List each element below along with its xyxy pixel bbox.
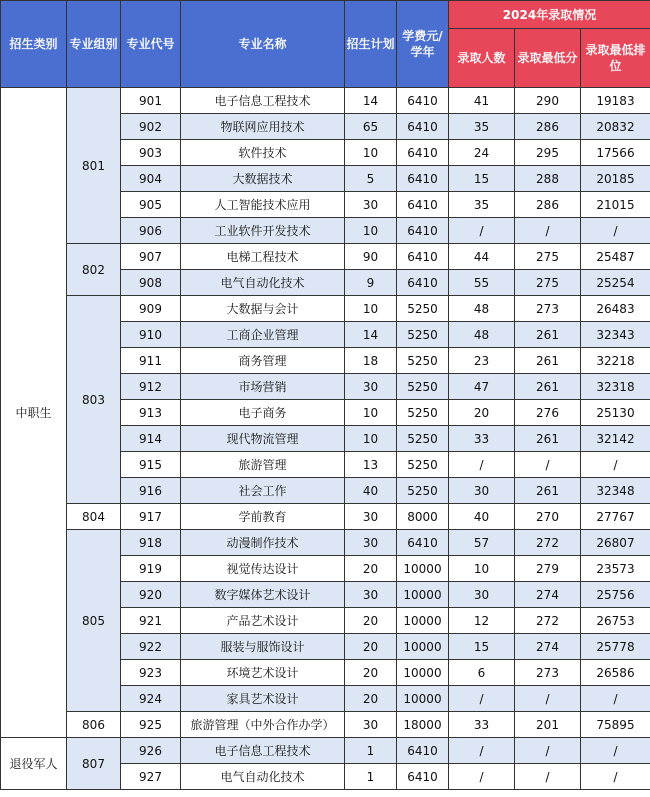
fee-cell: 5250 (397, 296, 449, 322)
header-category: 招生类别 (1, 1, 67, 88)
admitted-cell: / (449, 686, 515, 712)
plan-cell: 65 (345, 114, 397, 140)
code-cell: 909 (121, 296, 181, 322)
header-min-rank: 录取最低排位 (581, 29, 650, 88)
min-score-cell: 286 (515, 114, 581, 140)
admitted-cell: 6 (449, 660, 515, 686)
plan-cell: 10 (345, 400, 397, 426)
fee-cell: 5250 (397, 400, 449, 426)
plan-cell: 20 (345, 608, 397, 634)
name-cell: 电子商务 (181, 400, 345, 426)
fee-cell: 6410 (397, 192, 449, 218)
admitted-cell: 10 (449, 556, 515, 582)
min-score-cell: 286 (515, 192, 581, 218)
group-cell: 806 (67, 712, 121, 738)
table-row (1, 244, 650, 270)
fee-cell: 10000 (397, 660, 449, 686)
admitted-cell: 44 (449, 244, 515, 270)
code-cell: 904 (121, 166, 181, 192)
admitted-cell: 23 (449, 348, 515, 374)
min-score-cell: 201 (515, 712, 581, 738)
code-cell: 920 (121, 582, 181, 608)
table-row (1, 738, 650, 764)
admitted-cell: / (449, 764, 515, 790)
header-admission-title: 2024年录取情况 (449, 1, 650, 29)
fee-cell: 5250 (397, 426, 449, 452)
min-rank-cell: 21015 (581, 192, 650, 218)
table-row (1, 712, 650, 738)
min-rank-cell: 32218 (581, 348, 650, 374)
plan-cell: 10 (345, 296, 397, 322)
table-row (1, 296, 650, 322)
admitted-cell: 55 (449, 270, 515, 296)
admitted-cell: 40 (449, 504, 515, 530)
min-rank-cell: / (581, 452, 650, 478)
min-rank-cell: 26483 (581, 296, 650, 322)
min-rank-cell: 25756 (581, 582, 650, 608)
min-score-cell: 273 (515, 660, 581, 686)
min-rank-cell: 75895 (581, 712, 650, 738)
code-cell: 901 (121, 88, 181, 114)
plan-cell: 5 (345, 166, 397, 192)
code-cell: 905 (121, 192, 181, 218)
admitted-cell: 48 (449, 296, 515, 322)
table-row (1, 504, 650, 530)
header-admitted: 录取人数 (449, 29, 515, 88)
name-cell: 现代物流管理 (181, 426, 345, 452)
fee-cell: 6410 (397, 738, 449, 764)
fee-cell: 6410 (397, 244, 449, 270)
min-rank-cell: 20832 (581, 114, 650, 140)
plan-cell: 9 (345, 270, 397, 296)
fee-cell: 8000 (397, 504, 449, 530)
fee-cell: 5250 (397, 478, 449, 504)
fee-cell: 5250 (397, 452, 449, 478)
group-cell: 804 (67, 504, 121, 530)
min-score-cell: 261 (515, 348, 581, 374)
plan-cell: 18 (345, 348, 397, 374)
header-name: 专业名称 (181, 1, 345, 88)
name-cell: 旅游管理 (181, 452, 345, 478)
plan-cell: 30 (345, 712, 397, 738)
category-cell: 中职生 (1, 88, 67, 738)
min-score-cell: 270 (515, 504, 581, 530)
admitted-cell: 12 (449, 608, 515, 634)
min-rank-cell: 17566 (581, 140, 650, 166)
plan-cell: 20 (345, 634, 397, 660)
min-score-cell: 272 (515, 530, 581, 556)
header-plan: 招生计划 (345, 1, 397, 88)
min-rank-cell: 32318 (581, 374, 650, 400)
code-cell: 902 (121, 114, 181, 140)
min-rank-cell: 25778 (581, 634, 650, 660)
plan-cell: 30 (345, 582, 397, 608)
min-score-cell: 276 (515, 400, 581, 426)
plan-cell: 14 (345, 322, 397, 348)
code-cell: 918 (121, 530, 181, 556)
code-cell: 921 (121, 608, 181, 634)
min-rank-cell: 27767 (581, 504, 650, 530)
header-min-score: 录取最低分 (515, 29, 581, 88)
fee-cell: 18000 (397, 712, 449, 738)
fee-cell: 6410 (397, 88, 449, 114)
admitted-cell: 24 (449, 140, 515, 166)
name-cell: 环境艺术设计 (181, 660, 345, 686)
plan-cell: 30 (345, 504, 397, 530)
code-cell: 911 (121, 348, 181, 374)
min-score-cell: / (515, 738, 581, 764)
min-score-cell: / (515, 452, 581, 478)
group-cell: 807 (67, 738, 121, 790)
code-cell: 914 (121, 426, 181, 452)
min-rank-cell: / (581, 686, 650, 712)
name-cell: 数字媒体艺术设计 (181, 582, 345, 608)
fee-cell: 6410 (397, 218, 449, 244)
table-row (1, 530, 650, 556)
min-score-cell: 261 (515, 478, 581, 504)
admitted-cell: 15 (449, 166, 515, 192)
plan-cell: 40 (345, 478, 397, 504)
name-cell: 工商企业管理 (181, 322, 345, 348)
min-rank-cell: / (581, 218, 650, 244)
group-cell: 802 (67, 244, 121, 296)
fee-cell: 6410 (397, 530, 449, 556)
min-score-cell: 273 (515, 296, 581, 322)
admitted-cell: 48 (449, 322, 515, 348)
fee-cell: 10000 (397, 608, 449, 634)
header-group: 专业组别 (67, 1, 121, 88)
code-cell: 916 (121, 478, 181, 504)
plan-cell: 90 (345, 244, 397, 270)
min-score-cell: 290 (515, 88, 581, 114)
name-cell: 学前教育 (181, 504, 345, 530)
fee-cell: 6410 (397, 270, 449, 296)
name-cell: 软件技术 (181, 140, 345, 166)
name-cell: 家具艺术设计 (181, 686, 345, 712)
fee-cell: 5250 (397, 322, 449, 348)
min-score-cell: 275 (515, 270, 581, 296)
min-rank-cell: 23573 (581, 556, 650, 582)
admitted-cell: 35 (449, 114, 515, 140)
code-cell: 915 (121, 452, 181, 478)
code-cell: 925 (121, 712, 181, 738)
admitted-cell: / (449, 738, 515, 764)
admitted-cell: / (449, 218, 515, 244)
admitted-cell: 33 (449, 426, 515, 452)
admitted-cell: / (449, 452, 515, 478)
name-cell: 人工智能技术应用 (181, 192, 345, 218)
fee-cell: 10000 (397, 686, 449, 712)
min-rank-cell: 20185 (581, 166, 650, 192)
code-cell: 924 (121, 686, 181, 712)
plan-cell: 13 (345, 452, 397, 478)
code-cell: 913 (121, 400, 181, 426)
plan-cell: 10 (345, 426, 397, 452)
min-score-cell: 279 (515, 556, 581, 582)
plan-cell: 1 (345, 738, 397, 764)
fee-cell: 6410 (397, 764, 449, 790)
fee-cell: 6410 (397, 114, 449, 140)
code-cell: 923 (121, 660, 181, 686)
admitted-cell: 41 (449, 88, 515, 114)
name-cell: 大数据技术 (181, 166, 345, 192)
code-cell: 903 (121, 140, 181, 166)
code-cell: 919 (121, 556, 181, 582)
admitted-cell: 30 (449, 478, 515, 504)
header-code: 专业代号 (121, 1, 181, 88)
category-cell: 退役军人 (1, 738, 67, 790)
admitted-cell: 33 (449, 712, 515, 738)
name-cell: 动漫制作技术 (181, 530, 345, 556)
code-cell: 927 (121, 764, 181, 790)
plan-cell: 1 (345, 764, 397, 790)
code-cell: 917 (121, 504, 181, 530)
min-rank-cell: 32343 (581, 322, 650, 348)
plan-cell: 20 (345, 556, 397, 582)
min-score-cell: 261 (515, 322, 581, 348)
name-cell: 服装与服饰设计 (181, 634, 345, 660)
fee-cell: 6410 (397, 166, 449, 192)
code-cell: 906 (121, 218, 181, 244)
plan-cell: 20 (345, 686, 397, 712)
code-cell: 907 (121, 244, 181, 270)
fee-cell: 10000 (397, 556, 449, 582)
admitted-cell: 57 (449, 530, 515, 556)
plan-cell: 10 (345, 140, 397, 166)
table-row (1, 88, 650, 114)
min-rank-cell: 32348 (581, 478, 650, 504)
fee-cell: 10000 (397, 582, 449, 608)
group-cell: 803 (67, 296, 121, 504)
group-cell: 801 (67, 88, 121, 244)
plan-cell: 30 (345, 192, 397, 218)
plan-cell: 30 (345, 530, 397, 556)
fee-cell: 5250 (397, 348, 449, 374)
name-cell: 电气自动化技术 (181, 764, 345, 790)
admitted-cell: 47 (449, 374, 515, 400)
name-cell: 商务管理 (181, 348, 345, 374)
min-rank-cell: / (581, 738, 650, 764)
name-cell: 工业软件开发技术 (181, 218, 345, 244)
min-score-cell: 261 (515, 426, 581, 452)
name-cell: 视觉传达设计 (181, 556, 345, 582)
min-score-cell: / (515, 686, 581, 712)
name-cell: 大数据与会计 (181, 296, 345, 322)
plan-cell: 30 (345, 374, 397, 400)
plan-cell: 14 (345, 88, 397, 114)
fee-cell: 6410 (397, 140, 449, 166)
name-cell: 电气自动化技术 (181, 270, 345, 296)
min-score-cell: / (515, 218, 581, 244)
min-rank-cell: 19183 (581, 88, 650, 114)
min-rank-cell: 26807 (581, 530, 650, 556)
min-score-cell: 275 (515, 244, 581, 270)
code-cell: 908 (121, 270, 181, 296)
min-score-cell: 274 (515, 634, 581, 660)
name-cell: 社会工作 (181, 478, 345, 504)
name-cell: 电子信息工程技术 (181, 738, 345, 764)
fee-cell: 5250 (397, 374, 449, 400)
admitted-cell: 35 (449, 192, 515, 218)
min-score-cell: 272 (515, 608, 581, 634)
plan-cell: 10 (345, 218, 397, 244)
plan-cell: 20 (345, 660, 397, 686)
min-score-cell: 261 (515, 374, 581, 400)
code-cell: 910 (121, 322, 181, 348)
admitted-cell: 15 (449, 634, 515, 660)
admitted-cell: 30 (449, 582, 515, 608)
code-cell: 922 (121, 634, 181, 660)
min-rank-cell: 32142 (581, 426, 650, 452)
admitted-cell: 20 (449, 400, 515, 426)
fee-cell: 10000 (397, 634, 449, 660)
min-score-cell: 288 (515, 166, 581, 192)
min-rank-cell: 25254 (581, 270, 650, 296)
code-cell: 926 (121, 738, 181, 764)
name-cell: 电子信息工程技术 (181, 88, 345, 114)
min-score-cell: 295 (515, 140, 581, 166)
name-cell: 物联网应用技术 (181, 114, 345, 140)
min-score-cell: 274 (515, 582, 581, 608)
min-score-cell: / (515, 764, 581, 790)
min-rank-cell: 25130 (581, 400, 650, 426)
min-rank-cell: 25487 (581, 244, 650, 270)
name-cell: 产品艺术设计 (181, 608, 345, 634)
header-fee: 学费元/学年 (397, 1, 449, 88)
min-rank-cell: 26586 (581, 660, 650, 686)
name-cell: 电梯工程技术 (181, 244, 345, 270)
min-rank-cell: 26753 (581, 608, 650, 634)
group-cell: 805 (67, 530, 121, 712)
name-cell: 旅游管理（中外合作办学） (181, 712, 345, 738)
name-cell: 市场营销 (181, 374, 345, 400)
min-rank-cell: / (581, 764, 650, 790)
code-cell: 912 (121, 374, 181, 400)
